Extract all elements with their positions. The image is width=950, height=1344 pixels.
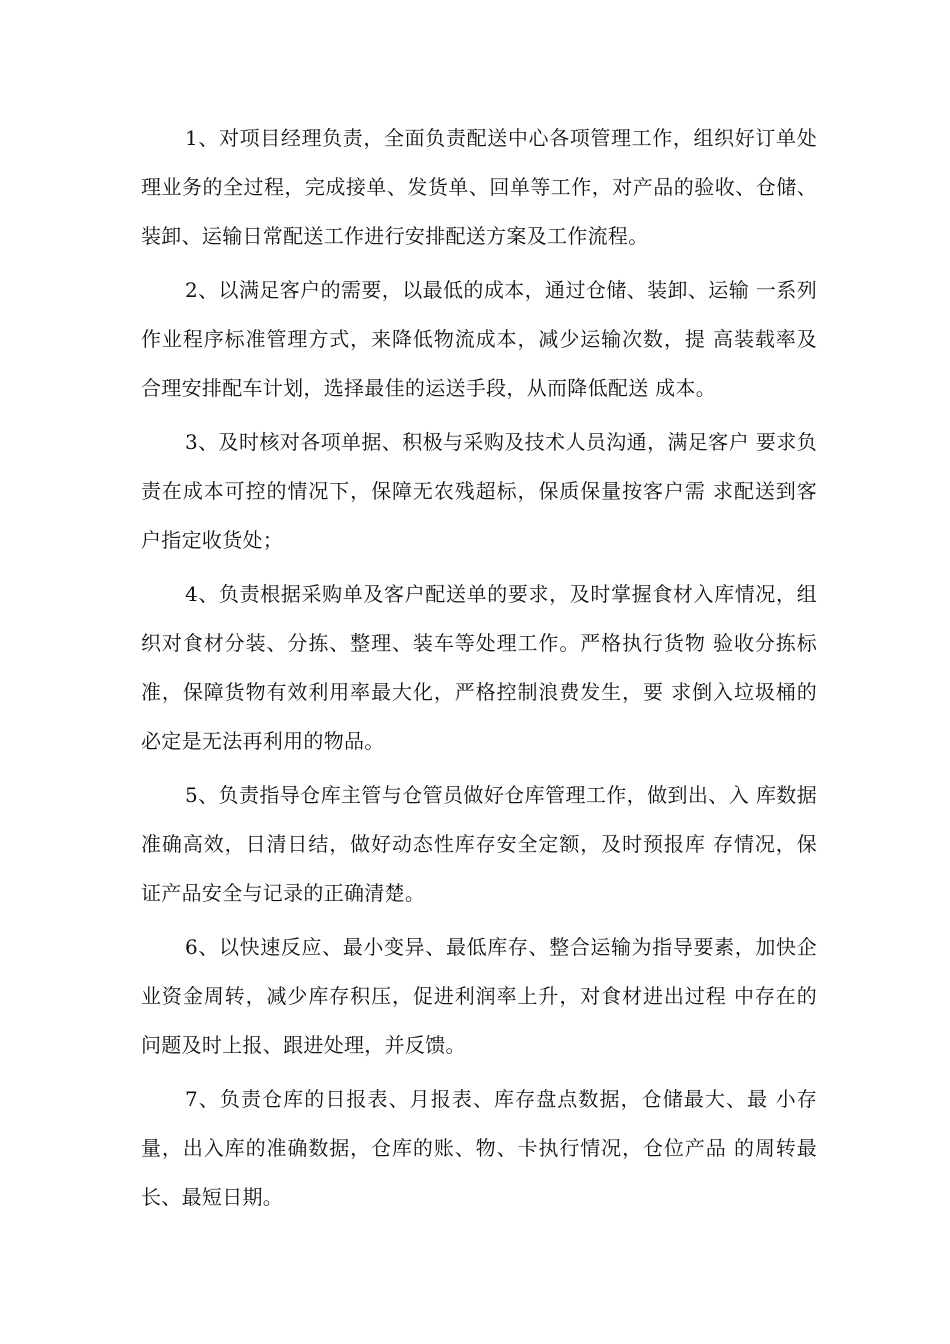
paragraph-2: 2、以满足客户的需要，以最低的成本，通过仓储、装卸、运输 一系列作业程序标准管理方式，来降低物流成本，减少运输次数，提 高装载率及合理安排配车计划，选择最佳的运送手段，从而降低配送 成本。 bbox=[141, 278, 817, 400]
paragraph-5: 5、负责指导仓库主管与仓管员做好仓库管理工作，做到出、入 库数据准确高效，日清日结，做好动态性库存安全定额，及时预报库 存情况，保证产品安全与记录的正确清楚。 bbox=[141, 783, 817, 905]
paragraph-3: 3、及时核对各项单据、积极与采购及技术人员沟通，满足客户 要求负责在成本可控的情况下，保障无农残超标，保质保量按客户需 求配送到客户指定收货处； bbox=[141, 430, 817, 552]
paragraph-1: 1、对项目经理负责，全面负责配送中心各项管理工作，组织好订单处理业务的全过程，完成接单、发货单、回单等工作，对产品的验收、仓储、装卸、运输日常配送工作进行安排配送方案及工作流程。 bbox=[141, 126, 817, 248]
paragraph-4: 4、负责根据采购单及客户配送单的要求，及时掌握食材入库情况，组织对食材分装、分拣、整理、装车等处理工作。严格执行货物 验收分拣标准，保障货物有效利用率最大化，严格控制浪费发生，要 求倒入垃圾桶的必定是无法再利用的物品。 bbox=[141, 582, 817, 753]
paragraph-7: 7、负责仓库的日报表、月报表、库存盘点数据，仓储最大、最 小存量，出入库的准确数据，仓库的账、物、卡执行情况，仓位产品 的周转最长、最短日期。 bbox=[141, 1087, 817, 1209]
document-body bbox=[141, 114, 817, 1227]
paragraph-6: 6、以快速反应、最小变异、最低库存、整合运输为指导要素，加快企业资金周转，减少库存积压，促进利润率上升，对食材进出过程 中存在的问题及时上报、跟进处理，并反馈。 bbox=[141, 935, 817, 1057]
